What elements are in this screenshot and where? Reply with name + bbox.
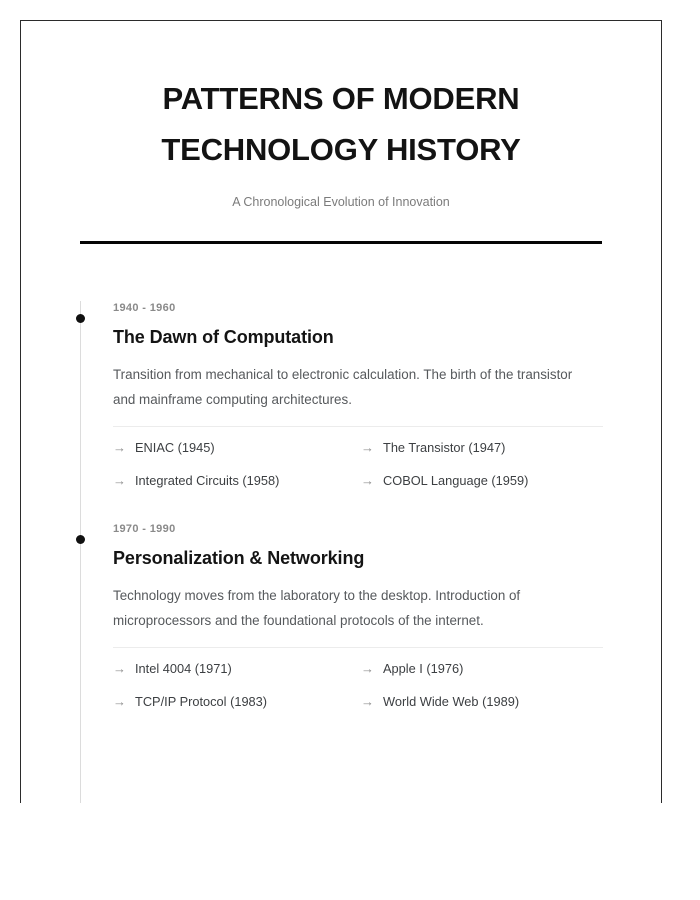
document-header bbox=[21, 21, 661, 244]
arrow-right-icon: → bbox=[113, 694, 126, 709]
page-title: PATTERNS OF MODERN TECHNOLOGY HISTORY bbox=[161, 81, 521, 167]
arrow-right-icon: → bbox=[113, 661, 126, 676]
timeline-dot-icon bbox=[76, 314, 85, 323]
list-item bbox=[361, 473, 613, 489]
arrow-right-icon: → bbox=[361, 440, 374, 455]
header-divider bbox=[80, 241, 602, 244]
document-page bbox=[20, 20, 662, 803]
list-item bbox=[113, 440, 361, 456]
list-item bbox=[113, 473, 361, 489]
arrow-right-icon: → bbox=[361, 694, 374, 709]
timeline-heading: The Dawn of Computation bbox=[113, 327, 334, 347]
timeline-period-label: 1940 - 1960 bbox=[113, 302, 176, 314]
arrow-right-icon: → bbox=[113, 440, 126, 455]
list-item bbox=[113, 661, 361, 677]
page-subtitle: A Chronological Evolution of Innovation bbox=[232, 195, 450, 209]
list-item bbox=[361, 440, 613, 456]
arrow-right-icon: → bbox=[361, 473, 374, 488]
timeline-items-grid bbox=[113, 440, 613, 489]
timeline-dot-icon bbox=[76, 535, 85, 544]
arrow-right-icon: → bbox=[361, 661, 374, 676]
timeline-description: Transition from mechanical to electronic calculation. The birth of the transistor and mainframe computing architectures. bbox=[113, 367, 573, 407]
list-item-label: ENIAC (1945) bbox=[135, 440, 215, 455]
list-item-label: The Transistor (1947) bbox=[383, 440, 506, 455]
list-item bbox=[361, 694, 613, 710]
timeline-entry bbox=[21, 522, 661, 710]
timeline-items-grid bbox=[113, 661, 613, 710]
list-item-label: Apple I (1976) bbox=[383, 661, 464, 676]
timeline-period-label: 1970 - 1990 bbox=[113, 523, 176, 535]
list-item bbox=[113, 694, 361, 710]
list-item-label: Intel 4004 (1971) bbox=[135, 661, 232, 676]
list-item bbox=[361, 661, 613, 677]
list-item-label: COBOL Language (1959) bbox=[383, 473, 529, 488]
timeline-entry bbox=[21, 301, 661, 489]
timeline bbox=[21, 301, 661, 714]
timeline-item-divider bbox=[113, 647, 603, 648]
list-item-label: World Wide Web (1989) bbox=[383, 694, 520, 709]
timeline-heading: Personalization & Networking bbox=[113, 548, 365, 568]
list-item-label: Integrated Circuits (1958) bbox=[135, 473, 280, 488]
arrow-right-icon: → bbox=[113, 473, 126, 488]
list-item-label: TCP/IP Protocol (1983) bbox=[135, 694, 268, 709]
timeline-item-divider bbox=[113, 426, 603, 427]
timeline-description: Technology moves from the laboratory to the desktop. Introduction of microprocessors and the foundational protocols of the internet. bbox=[113, 588, 521, 628]
